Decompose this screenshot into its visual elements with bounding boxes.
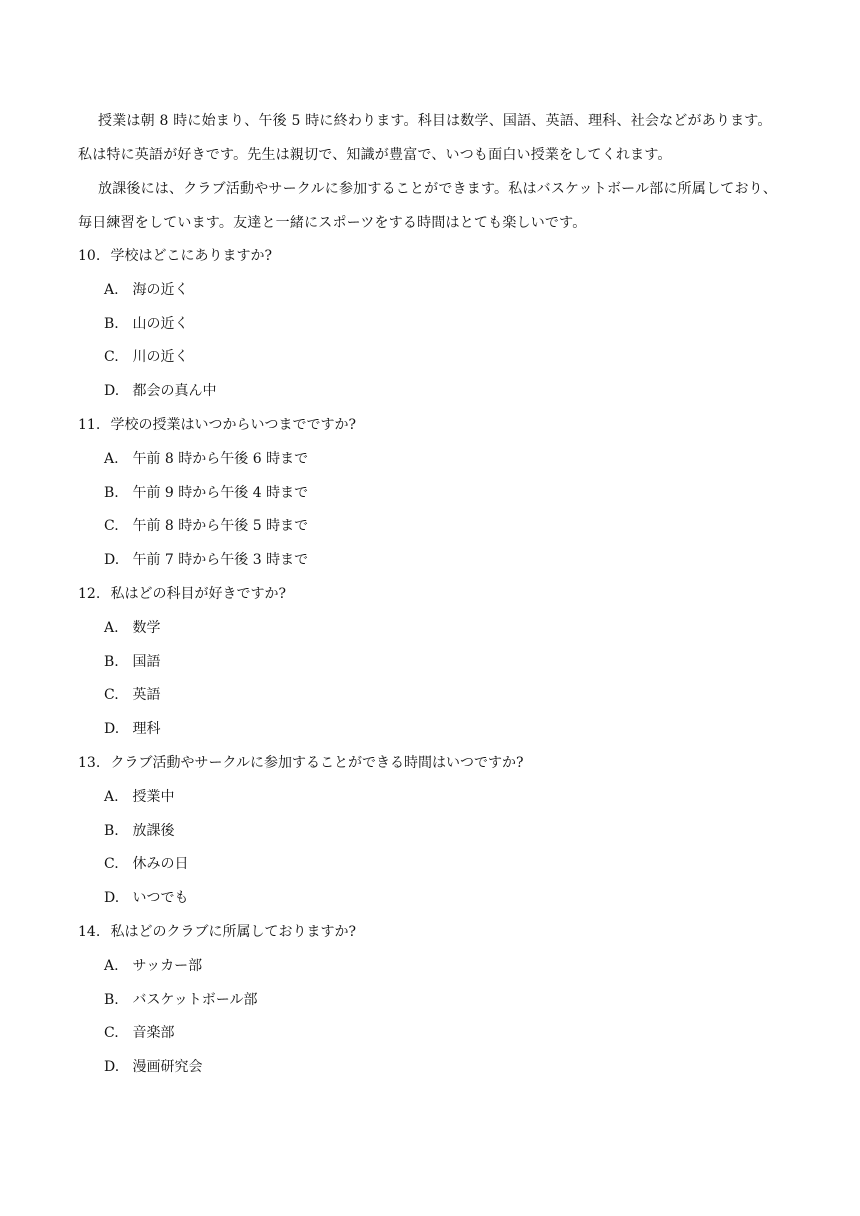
option-text: 放課後 (132, 822, 175, 839)
option-label: A. (104, 281, 119, 298)
question-list (78, 240, 784, 1085)
passage-paragraph-2: 放課後には、クラブ活動やサークルに参加することができます。私はバスケットボール部に所属しており、毎日練習をしています。友達と一緒にスポーツをする時間はとても楽しいです。 (78, 181, 778, 231)
option-text: 川の近く (132, 349, 189, 366)
option-label: D. (104, 890, 120, 907)
option-text: サッカー部 (132, 957, 203, 974)
option-label: D. (104, 552, 120, 569)
question-11-option-c (78, 510, 784, 544)
question-14-option-b (78, 984, 784, 1018)
option-label: B. (104, 991, 119, 1008)
option-text: バスケットボール部 (132, 991, 258, 1008)
option-label: A. (104, 957, 119, 974)
question-13-option-d (78, 882, 784, 916)
question-text: 学校はどこにありますか? (110, 248, 272, 264)
question-number: 14. (78, 923, 101, 940)
question-14-option-a (78, 950, 784, 984)
option-label: C. (104, 1025, 119, 1042)
question-10-option-d (78, 375, 784, 409)
option-label: A. (104, 788, 119, 805)
question-number: 13. (78, 754, 101, 771)
option-label: C. (104, 856, 119, 873)
question-13-option-b (78, 815, 784, 849)
option-label: A. (104, 450, 119, 467)
question-11-option-d (78, 544, 784, 578)
option-label: B. (104, 315, 119, 332)
option-label: C. (104, 349, 119, 366)
option-text: いつでも (132, 890, 189, 907)
passage-paragraph-1: 授業は朝 8 時に始まり、午後 5 時に終わります。科目は数学、国語、英語、理科、社会などがあります。私は特に英語が好きです。先生は親切で、知識が豊富で、いつも面白い授業をしてくれます。 (78, 113, 772, 163)
option-text: 午前 9 時から午後 4 時まで (132, 484, 309, 501)
option-text: 授業中 (132, 788, 175, 805)
option-label: D. (104, 383, 120, 400)
question-14 (78, 916, 784, 950)
question-14-option-c (78, 1017, 784, 1051)
question-12-option-b (78, 646, 784, 680)
question-number: 11. (78, 416, 101, 433)
option-label: B. (104, 484, 119, 501)
question-10-option-a (78, 274, 784, 308)
option-label: B. (104, 653, 119, 670)
option-text: 午前 8 時から午後 5 時まで (132, 518, 309, 535)
question-10 (78, 240, 784, 274)
question-11-option-b (78, 477, 784, 511)
question-text: 私はどのクラブに所属しておりますか? (110, 923, 356, 940)
question-text: クラブ活動やサークルに参加することができる時間はいつですか? (110, 754, 524, 771)
option-text: 音楽部 (132, 1025, 175, 1042)
question-14-option-d (78, 1051, 784, 1085)
option-text: 国語 (132, 653, 161, 670)
question-11 (78, 409, 784, 443)
question-10-option-b (78, 308, 784, 342)
question-13-option-c (78, 848, 784, 882)
option-label: D. (104, 721, 120, 738)
option-label: B. (104, 822, 119, 839)
question-12-option-a (78, 612, 784, 646)
option-text: 午前 7 時から午後 3 時まで (132, 552, 309, 569)
option-text: 都会の真ん中 (132, 383, 217, 400)
option-text: 数学 (132, 619, 161, 636)
question-12-option-c (78, 679, 784, 713)
option-text: 漫画研究会 (132, 1059, 203, 1076)
question-number: 10. (78, 248, 101, 264)
question-13-option-a (78, 781, 784, 815)
option-label: C. (104, 687, 119, 704)
question-12-option-d (78, 713, 784, 747)
option-text: 英語 (132, 687, 161, 704)
question-13 (78, 747, 784, 781)
option-label: C. (104, 518, 119, 535)
option-label: A. (104, 619, 119, 636)
option-label: D. (104, 1059, 120, 1076)
question-10-option-c (78, 341, 784, 375)
question-11-option-a (78, 443, 784, 477)
option-text: 山の近く (132, 315, 189, 332)
option-text: 海の近く (132, 281, 189, 298)
question-text: 私はどの科目が好きですか? (110, 585, 286, 602)
option-text: 休みの日 (132, 856, 189, 873)
option-text: 理科 (132, 721, 161, 738)
question-12 (78, 578, 784, 612)
option-text: 午前 8 時から午後 6 時まで (132, 450, 309, 467)
question-number: 12. (78, 585, 101, 602)
question-text: 学校の授業はいつからいつまでですか? (110, 416, 356, 433)
